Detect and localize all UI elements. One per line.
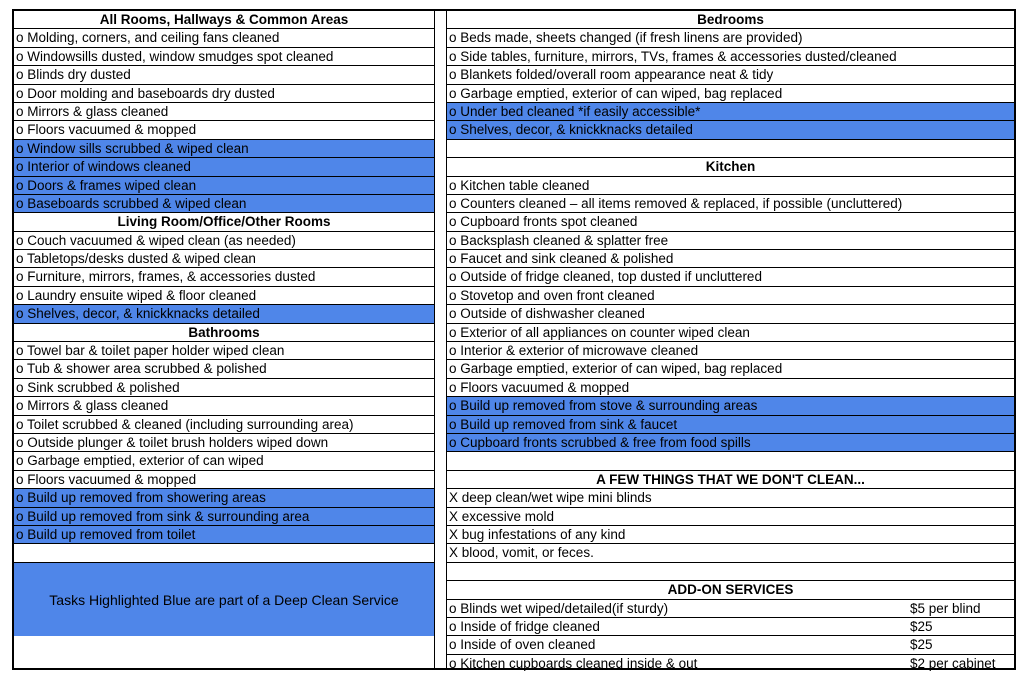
- section-header: Bathrooms: [14, 324, 434, 342]
- task-item: o Outside plunger & toilet brush holders wiped down: [14, 434, 434, 452]
- exclusion-item: X deep clean/wet wipe mini blinds: [447, 489, 1014, 507]
- task-item: o Stovetop and oven front cleaned: [447, 287, 1014, 305]
- deep-clean-task: o Shelves, decor, & knickknacks detailed: [447, 121, 1014, 139]
- task-item: o Mirrors & glass cleaned: [14, 397, 434, 415]
- right-column: [447, 11, 1014, 673]
- blank-row: [14, 544, 434, 562]
- exclusion-item: X blood, vomit, or feces.: [447, 544, 1014, 562]
- deep-clean-task: o Shelves, decor, & knickknacks detailed: [14, 305, 434, 323]
- addon-label: o Blinds wet wiped/detailed(if sturdy): [449, 600, 669, 616]
- blank-row: [447, 140, 1014, 158]
- task-item: o Tub & shower area scrubbed & polished: [14, 360, 434, 378]
- task-item: o Door molding and baseboards dry dusted: [14, 85, 434, 103]
- section-header: All Rooms, Hallways & Common Areas: [14, 11, 434, 29]
- task-item: o Floors vacuumed & mopped: [447, 379, 1014, 397]
- addon-item: [447, 618, 1014, 636]
- cleaning-checklist: [12, 9, 1016, 670]
- task-item: o Counters cleaned – all items removed & replaced, if possible (uncluttered): [447, 195, 1014, 213]
- addon-item: [447, 636, 1014, 654]
- task-item: o Tabletops/desks dusted & wiped clean: [14, 250, 434, 268]
- task-item: o Floors vacuumed & mopped: [14, 121, 434, 139]
- addon-item: [447, 600, 1014, 618]
- task-item: o Mirrors & glass cleaned: [14, 103, 434, 121]
- deep-clean-task: o Build up removed from toilet: [14, 526, 434, 544]
- task-item: o Exterior of all appliances on counter wiped clean: [447, 324, 1014, 342]
- addon-label: o Inside of fridge cleaned: [449, 618, 600, 634]
- deep-clean-task: o Build up removed from sink & surrounding area: [14, 508, 434, 526]
- deep-clean-task: o Baseboards scrubbed & wiped clean: [14, 195, 434, 213]
- task-item: o Windowsills dusted, window smudges spot cleaned: [14, 48, 434, 66]
- task-item: o Garbage emptied, exterior of can wiped, bag replaced: [447, 360, 1014, 378]
- task-item: o Blankets folded/overall room appearance neat & tidy: [447, 66, 1014, 84]
- task-item: o Outside of fridge cleaned, top dusted if uncluttered: [447, 268, 1014, 286]
- section-header: Living Room/Office/Other Rooms: [14, 213, 434, 231]
- exclusion-item: X excessive mold: [447, 508, 1014, 526]
- deep-clean-task: o Build up removed from sink & faucet: [447, 416, 1014, 434]
- task-item: o Faucet and sink cleaned & polished: [447, 250, 1014, 268]
- addon-price: $5 per blind: [910, 600, 981, 616]
- exclusion-item: X bug infestations of any kind: [447, 526, 1014, 544]
- column-divider: [434, 11, 447, 668]
- addon-item: [447, 655, 1014, 673]
- task-item: o Blinds dry dusted: [14, 66, 434, 84]
- task-item: o Backsplash cleaned & splatter free: [447, 232, 1014, 250]
- deep-clean-task: o Build up removed from showering areas: [14, 489, 434, 507]
- task-item: o Garbage emptied, exterior of can wiped: [14, 452, 434, 470]
- task-item: o Garbage emptied, exterior of can wiped, bag replaced: [447, 85, 1014, 103]
- task-item: o Kitchen table cleaned: [447, 177, 1014, 195]
- deep-clean-task: o Cupboard fronts scrubbed & free from food spills: [447, 434, 1014, 452]
- addon-price: $2 per cabinet: [910, 655, 996, 671]
- task-item: o Toilet scrubbed & cleaned (including surrounding area): [14, 416, 434, 434]
- task-item: o Beds made, sheets changed (if fresh linens are provided): [447, 29, 1014, 47]
- addon-price: $25: [910, 618, 933, 634]
- section-header: A FEW THINGS THAT WE DON'T CLEAN...: [447, 471, 1014, 489]
- deep-clean-task: o Under bed cleaned *if easily accessible*: [447, 103, 1014, 121]
- task-item: o Interior & exterior of microwave cleaned: [447, 342, 1014, 360]
- left-column: [14, 11, 434, 636]
- addon-label: o Inside of oven cleaned: [449, 637, 596, 653]
- task-item: o Molding, corners, and ceiling fans cleaned: [14, 29, 434, 47]
- task-item: o Sink scrubbed & polished: [14, 379, 434, 397]
- blank-row: [447, 563, 1014, 581]
- deep-clean-task: o Interior of windows cleaned: [14, 158, 434, 176]
- task-item: o Cupboard fronts spot cleaned: [447, 213, 1014, 231]
- blank-row: [447, 452, 1014, 470]
- deep-clean-task: o Doors & frames wiped clean: [14, 177, 434, 195]
- section-header: ADD-ON SERVICES: [447, 581, 1014, 599]
- task-item: o Outside of dishwasher cleaned: [447, 305, 1014, 323]
- section-header: Bedrooms: [447, 11, 1014, 29]
- addon-label: o Kitchen cupboards cleaned inside & out: [449, 655, 698, 671]
- deep-clean-task: o Build up removed from stove & surrounding areas: [447, 397, 1014, 415]
- deep-clean-task: o Window sills scrubbed & wiped clean: [14, 140, 434, 158]
- task-item: o Couch vacuumed & wiped clean (as needed): [14, 232, 434, 250]
- task-item: o Side tables, furniture, mirrors, TVs, frames & accessories dusted/cleaned: [447, 48, 1014, 66]
- task-item: o Furniture, mirrors, frames, & accessories dusted: [14, 268, 434, 286]
- section-header: Kitchen: [447, 158, 1014, 176]
- task-item: o Floors vacuumed & mopped: [14, 471, 434, 489]
- task-item: o Towel bar & toilet paper holder wiped clean: [14, 342, 434, 360]
- task-item: o Laundry ensuite wiped & floor cleaned: [14, 287, 434, 305]
- addon-price: $25: [910, 637, 933, 653]
- deep-clean-note: Tasks Highlighted Blue are part of a Deep Clean Service: [14, 563, 434, 637]
